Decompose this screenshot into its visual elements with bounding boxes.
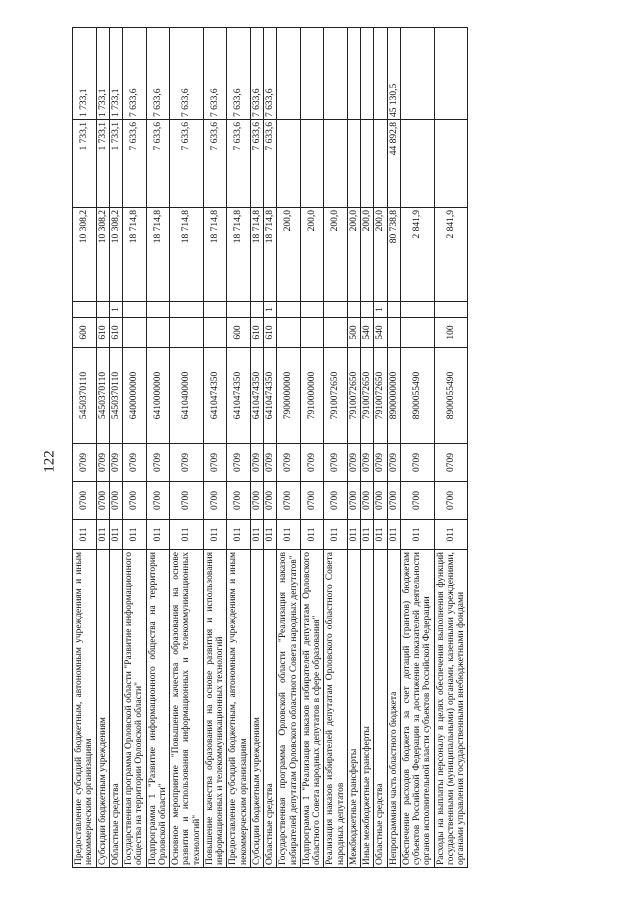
row-section: 0700 <box>109 482 122 520</box>
row-name: Подпрограмма 1 "Реализация наказов избирателей депутатам Орловского областного Совета народных депутатов в сфере образования" <box>300 550 324 868</box>
row-section: 0700 <box>324 482 348 520</box>
row-amount-year-3: 1 733,1 <box>96 28 109 120</box>
row-amount-year-2 <box>361 120 374 208</box>
row-funding-mark <box>73 302 97 318</box>
row-amount-year-3: 1 733,1 <box>73 28 97 120</box>
row-amount-year-1: 2 841,9 <box>434 208 468 302</box>
row-name: Подпрограмма 1 "Развитие информационного общества на территории Орловской области" <box>146 550 170 868</box>
row-code: 011 <box>109 520 122 550</box>
row-amount-year-1: 18 714,8 <box>170 208 204 302</box>
row-section: 0700 <box>434 482 468 520</box>
row-amount-year-2 <box>324 120 348 208</box>
row-funding-mark: 1 <box>109 302 122 318</box>
row-amount-year-1: 10 308,2 <box>109 208 122 302</box>
row-expense-type <box>146 318 170 348</box>
row-amount-year-1: 18 714,8 <box>250 208 263 302</box>
row-code: 011 <box>96 520 109 550</box>
row-name: Межбюджетные трансферты <box>347 550 360 868</box>
row-expense-type: 100 <box>434 318 468 348</box>
row-funding-mark <box>347 302 360 318</box>
row-funding-mark <box>170 302 204 318</box>
budget-table <box>72 27 468 868</box>
table-row <box>73 28 97 868</box>
row-amount-year-1: 2 841,9 <box>400 208 434 302</box>
row-amount-year-3: 45 130,5 <box>387 28 400 120</box>
row-subsection: 0709 <box>374 444 387 482</box>
table-row <box>374 28 387 868</box>
row-target-article: 7910072650 <box>347 348 360 444</box>
row-amount-year-3 <box>434 28 468 120</box>
row-expense-type <box>170 318 204 348</box>
row-funding-mark <box>227 302 251 318</box>
row-amount-year-2 <box>434 120 468 208</box>
row-amount-year-2 <box>300 120 324 208</box>
row-subsection: 0709 <box>400 444 434 482</box>
row-code: 011 <box>250 520 263 550</box>
row-expense-type <box>123 318 147 348</box>
row-subsection: 0709 <box>300 444 324 482</box>
row-name: Государственная программа Орловской области "Развитие информационного общества на территории Орловской области" <box>123 550 147 868</box>
row-amount-year-1: 18 714,8 <box>203 208 227 302</box>
row-funding-mark <box>203 302 227 318</box>
row-section: 0700 <box>277 482 301 520</box>
row-section: 0700 <box>146 482 170 520</box>
row-amount-year-3 <box>300 28 324 120</box>
row-section: 0700 <box>96 482 109 520</box>
row-funding-mark <box>361 302 374 318</box>
row-funding-mark <box>324 302 348 318</box>
row-code: 011 <box>300 520 324 550</box>
table-row <box>324 28 348 868</box>
row-subsection: 0709 <box>109 444 122 482</box>
row-name: Областные средства <box>264 550 277 868</box>
row-amount-year-1: 200,0 <box>324 208 348 302</box>
table-body <box>73 28 468 868</box>
row-target-article: 8900055490 <box>434 348 468 444</box>
row-name: Предоставление субсидий бюджетным, автономным учреждениям и иным некоммерческим организациям <box>73 550 97 868</box>
row-subsection: 0709 <box>170 444 204 482</box>
row-expense-type: 600 <box>227 318 251 348</box>
row-expense-type <box>300 318 324 348</box>
row-code: 011 <box>123 520 147 550</box>
row-funding-mark <box>400 302 434 318</box>
row-name: Областные средства <box>374 550 387 868</box>
page-number: 122 <box>41 450 58 473</box>
budget-table-rotated <box>72 28 562 868</box>
table-row <box>300 28 324 868</box>
row-amount-year-2 <box>277 120 301 208</box>
row-amount-year-2: 1 733,1 <box>96 120 109 208</box>
row-name: Иные межбюджетные трансферты <box>361 550 374 868</box>
row-amount-year-2: 1 733,1 <box>73 120 97 208</box>
row-name: Областные средства <box>109 550 122 868</box>
row-section: 0700 <box>73 482 97 520</box>
row-name: Субсидии бюджетным учреждениям <box>96 550 109 868</box>
row-amount-year-1: 200,0 <box>374 208 387 302</box>
table-row <box>96 28 109 868</box>
table-row <box>123 28 147 868</box>
row-section: 0700 <box>361 482 374 520</box>
table-row <box>250 28 263 868</box>
table-row <box>400 28 434 868</box>
row-funding-mark: 1 <box>264 302 277 318</box>
row-subsection: 0709 <box>347 444 360 482</box>
row-amount-year-1: 10 308,2 <box>96 208 109 302</box>
row-amount-year-3 <box>277 28 301 120</box>
row-funding-mark <box>387 302 400 318</box>
row-target-article: 5450370110 <box>109 348 122 444</box>
row-section: 0700 <box>250 482 263 520</box>
table-row <box>361 28 374 868</box>
row-amount-year-2: 7 633,6 <box>170 120 204 208</box>
row-target-article: 7910072650 <box>324 348 348 444</box>
row-subsection: 0709 <box>227 444 251 482</box>
table-row <box>227 28 251 868</box>
row-subsection: 0709 <box>277 444 301 482</box>
row-subsection: 0709 <box>324 444 348 482</box>
row-amount-year-2 <box>347 120 360 208</box>
row-section: 0700 <box>400 482 434 520</box>
row-subsection: 0709 <box>146 444 170 482</box>
row-subsection: 0709 <box>96 444 109 482</box>
row-section: 0700 <box>123 482 147 520</box>
table-row <box>203 28 227 868</box>
row-amount-year-1: 10 308,2 <box>73 208 97 302</box>
row-funding-mark <box>277 302 301 318</box>
row-amount-year-3: 7 633,6 <box>123 28 147 120</box>
row-expense-type: 610 <box>109 318 122 348</box>
row-target-article: 7910072650 <box>361 348 374 444</box>
table-row <box>146 28 170 868</box>
row-subsection: 0709 <box>123 444 147 482</box>
row-subsection: 0709 <box>264 444 277 482</box>
row-section: 0700 <box>300 482 324 520</box>
row-name: Расходы на выплаты персоналу в целях обеспечения выполнения функций государственными (муниципальными) органами, казенными учреждениями, органами управления государственными внебюджетными фондами <box>434 550 468 868</box>
row-name: Субсидии бюджетным учреждениям <box>250 550 263 868</box>
row-subsection: 0709 <box>250 444 263 482</box>
row-name: Предоставление субсидий бюджетным, автономным учреждениям и иным некоммерческим организациям <box>227 550 251 868</box>
row-expense-type <box>400 318 434 348</box>
row-subsection: 0709 <box>203 444 227 482</box>
table-row <box>109 28 122 868</box>
row-amount-year-3: 7 633,6 <box>170 28 204 120</box>
row-amount-year-2 <box>374 120 387 208</box>
row-section: 0700 <box>264 482 277 520</box>
row-amount-year-1: 18 714,8 <box>227 208 251 302</box>
row-expense-type <box>203 318 227 348</box>
row-amount-year-2: 44 892,8 <box>387 120 400 208</box>
row-section: 0700 <box>170 482 204 520</box>
row-expense-type: 500 <box>347 318 360 348</box>
row-target-article: 8900055490 <box>400 348 434 444</box>
row-funding-mark <box>250 302 263 318</box>
row-code: 011 <box>277 520 301 550</box>
row-code: 011 <box>400 520 434 550</box>
row-code: 011 <box>324 520 348 550</box>
row-amount-year-3: 7 633,6 <box>203 28 227 120</box>
row-subsection: 0709 <box>387 444 400 482</box>
row-expense-type: 610 <box>264 318 277 348</box>
row-amount-year-3 <box>374 28 387 120</box>
row-expense-type <box>277 318 301 348</box>
row-amount-year-3: 7 633,6 <box>227 28 251 120</box>
row-name: Обеспечение расходов бюджета за счет дотаций (грантов) бюджетам субъектов Российской Федерации за достижение показателей деятельности органов исполнительной власти субъектов Российской Федерации <box>400 550 434 868</box>
row-code: 011 <box>387 520 400 550</box>
row-name: Повышение качества образования на основе развития и использования информационных и телекоммуникационных технологий <box>203 550 227 868</box>
row-section: 0700 <box>347 482 360 520</box>
row-code: 011 <box>374 520 387 550</box>
row-expense-type: 540 <box>374 318 387 348</box>
row-target-article: 5450370110 <box>96 348 109 444</box>
row-amount-year-3: 7 633,6 <box>250 28 263 120</box>
row-expense-type: 610 <box>250 318 263 348</box>
row-section: 0700 <box>203 482 227 520</box>
row-amount-year-1: 200,0 <box>347 208 360 302</box>
row-target-article: 7910072650 <box>374 348 387 444</box>
row-subsection: 0709 <box>434 444 468 482</box>
row-funding-mark <box>434 302 468 318</box>
row-amount-year-3 <box>324 28 348 120</box>
row-target-article: 5450370110 <box>73 348 97 444</box>
table-row <box>170 28 204 868</box>
row-amount-year-2: 1 733,1 <box>109 120 122 208</box>
row-name: Основное мероприятие "Повышение качества образования на основе развития и использования информационных и телекоммуникационных технологий" <box>170 550 204 868</box>
row-expense-type: 610 <box>96 318 109 348</box>
row-amount-year-3 <box>361 28 374 120</box>
row-section: 0700 <box>227 482 251 520</box>
row-code: 011 <box>434 520 468 550</box>
row-amount-year-1: 80 738,8 <box>387 208 400 302</box>
row-code: 011 <box>146 520 170 550</box>
row-target-article: 6410474350 <box>227 348 251 444</box>
row-expense-type <box>387 318 400 348</box>
row-amount-year-2: 7 633,6 <box>146 120 170 208</box>
row-funding-mark: 1 <box>374 302 387 318</box>
row-name: Реализация наказов избирателей депутатам Орловского областного Совета народных депутатов <box>324 550 348 868</box>
row-amount-year-3: 7 633,6 <box>264 28 277 120</box>
row-amount-year-1: 200,0 <box>300 208 324 302</box>
row-code: 011 <box>264 520 277 550</box>
row-amount-year-2: 7 633,6 <box>123 120 147 208</box>
row-amount-year-2: 7 633,6 <box>264 120 277 208</box>
row-amount-year-3 <box>400 28 434 120</box>
row-code: 011 <box>361 520 374 550</box>
row-target-article: 6410474350 <box>250 348 263 444</box>
row-expense-type <box>324 318 348 348</box>
row-code: 011 <box>170 520 204 550</box>
row-amount-year-3 <box>347 28 360 120</box>
row-funding-mark <box>123 302 147 318</box>
row-amount-year-1: 18 714,8 <box>123 208 147 302</box>
table-row <box>264 28 277 868</box>
table-row <box>434 28 468 868</box>
row-subsection: 0709 <box>73 444 97 482</box>
row-amount-year-3: 7 633,6 <box>146 28 170 120</box>
row-code: 011 <box>227 520 251 550</box>
table-row <box>347 28 360 868</box>
row-amount-year-2: 7 633,6 <box>227 120 251 208</box>
row-target-article: 7910000000 <box>300 348 324 444</box>
row-target-article: 7900000000 <box>277 348 301 444</box>
row-expense-type: 600 <box>73 318 97 348</box>
row-amount-year-2 <box>400 120 434 208</box>
row-code: 011 <box>203 520 227 550</box>
row-name: Непрограммная часть областного бюджета <box>387 550 400 868</box>
row-code: 011 <box>73 520 97 550</box>
row-amount-year-3: 1 733,1 <box>109 28 122 120</box>
row-target-article: 6400000000 <box>123 348 147 444</box>
row-section: 0700 <box>387 482 400 520</box>
row-amount-year-1: 18 714,8 <box>146 208 170 302</box>
row-funding-mark <box>146 302 170 318</box>
row-funding-mark <box>96 302 109 318</box>
row-amount-year-2: 7 633,6 <box>250 120 263 208</box>
row-section: 0700 <box>374 482 387 520</box>
row-target-article: 8900000000 <box>387 348 400 444</box>
row-amount-year-2: 7 633,6 <box>203 120 227 208</box>
row-subsection: 0709 <box>361 444 374 482</box>
row-target-article: 6410474350 <box>264 348 277 444</box>
row-amount-year-1: 200,0 <box>361 208 374 302</box>
table-row <box>277 28 301 868</box>
row-expense-type: 540 <box>361 318 374 348</box>
row-amount-year-1: 200,0 <box>277 208 301 302</box>
row-code: 011 <box>347 520 360 550</box>
row-funding-mark <box>300 302 324 318</box>
row-name: Государственная программа Орловской области "Реализация наказов избирателей депутатам Орловского областного Совета народных депутатов" <box>277 550 301 868</box>
row-target-article: 6410400000 <box>170 348 204 444</box>
row-amount-year-1: 18 714,8 <box>264 208 277 302</box>
table-row <box>387 28 400 868</box>
row-target-article: 6410474350 <box>203 348 227 444</box>
row-target-article: 6410000000 <box>146 348 170 444</box>
